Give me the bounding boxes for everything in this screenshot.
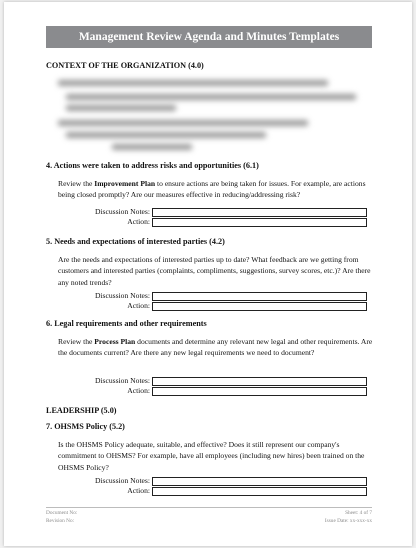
document-page — [4, 2, 412, 546]
discussion-notes-label: Discussion Notes: — [94, 476, 150, 485]
item-heading-4: 4. Actions were taken to address risks and opportunities (6.1) — [46, 161, 259, 170]
item-heading-5: 5. Needs and expectations of interested parties (4.2) — [46, 237, 225, 246]
footer-issue-date: Issue Date: xx-xxx-xx — [324, 518, 372, 524]
item-description-5: Are the needs and expectations of interested parties up to date? What feedback are we getting from customers and interested parties (complaints, compliments, suggestions, survey scores, etc.)? Are there any noted trends? — [58, 255, 371, 287]
item-heading-6: 6. Legal requirements and other requirements — [46, 319, 207, 328]
action-field[interactable] — [152, 487, 367, 496]
discussion-notes-field[interactable] — [152, 292, 367, 301]
discussion-notes-label: Discussion Notes: — [94, 207, 150, 216]
action-label: Action: — [127, 301, 150, 310]
item-description-4: Review the Improvement Plan to ensure actions are being taken for issues. For example, are actions being closed promptly? Are our measures effective in reducing/addressing risk? — [58, 179, 366, 200]
redacted-content — [52, 74, 364, 152]
action-label: Action: — [127, 217, 150, 226]
footer-revision-no: Revision No: — [46, 518, 75, 524]
discussion-notes-label: Discussion Notes: — [94, 376, 150, 385]
discussion-notes-field[interactable] — [152, 377, 367, 386]
document-title: Management Review Agenda and Minutes Templates — [46, 26, 372, 48]
action-label: Action: — [127, 486, 150, 495]
discussion-notes-label: Discussion Notes: — [94, 291, 150, 300]
action-label: Action: — [127, 386, 150, 395]
footer-document-no: Document No: — [46, 510, 78, 516]
action-field[interactable] — [152, 218, 367, 227]
footer-sheet: Sheet: 4 of 7 — [345, 510, 372, 516]
item-description-6: Review the Process Plan documents and determine any relevant new legal and other requirements. Are the documents current? Are there any new legal requirements we need to document? — [58, 337, 373, 358]
item-heading-7: 7. OHSMS Policy (5.2) — [46, 422, 125, 431]
footer-divider — [46, 507, 372, 508]
discussion-notes-field[interactable] — [152, 477, 367, 486]
section-heading-context: CONTEXT OF THE ORGANIZATION (4.0) — [46, 61, 204, 70]
section-heading-leadership: LEADERSHIP (5.0) — [46, 406, 117, 415]
discussion-notes-field[interactable] — [152, 208, 367, 217]
item-description-7: Is the OHSMS Policy adequate, suitable, and effective? Does it still represent our company's commitment to OHSMS? For example, have all employees (including new hires) been trained on the OHSMS Policy? — [58, 440, 365, 472]
action-field[interactable] — [152, 387, 367, 396]
action-field[interactable] — [152, 302, 367, 311]
